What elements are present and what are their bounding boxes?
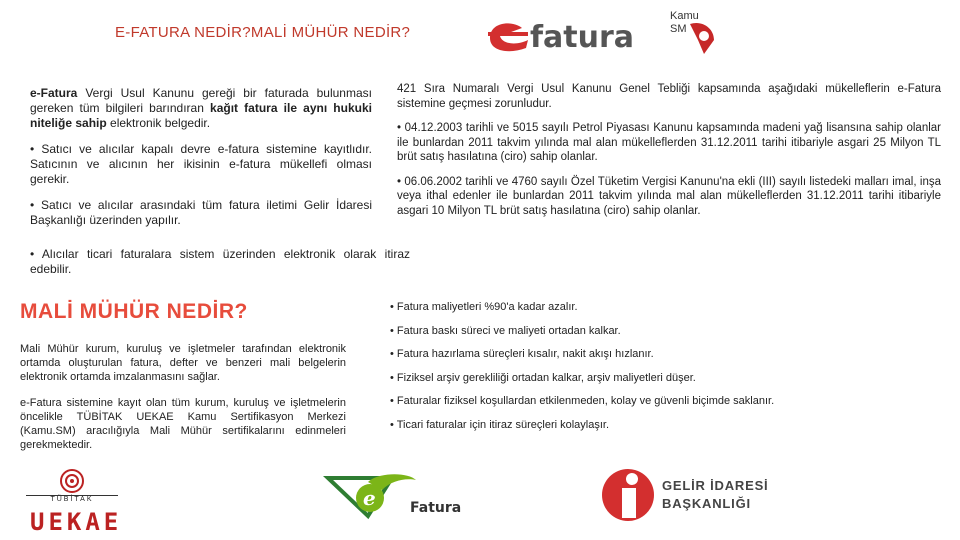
benefit-item: • Fiziksel arşiv gerekliliği ortadan kalkar, arşiv maliyetleri düşer.: [390, 371, 696, 384]
gib-logo: [598, 468, 788, 524]
obligation-intro: 421 Sıra Numaralı Vergi Usul Kanunu Genel Tebliği kapsamında aşağıdaki mükelleflerin e-Fatura sistemine geçmesi zorunludur.: [397, 83, 941, 110]
efatura-definition-section: [30, 86, 372, 239]
tubitak-text: TÜBİTAK: [26, 495, 118, 503]
efatura-logo-text: fatura: [530, 20, 635, 55]
efatura-green-logo: [322, 470, 492, 524]
kamusm-line1: Kamu: [670, 10, 699, 22]
definition-lead: e-Fatura: [30, 86, 78, 100]
obligation-item-2: • 06.06.2002 tarihli ve 4760 sayılı Özel Tüketim Vergisi Kanunu'na ekli (III) sayılı listedeki malları imal, inşa veya ithal edenler ile bunlardan 2011 takvim yılında mal alan mükelleflerden 31.12.2011 tarihi itibariyle asgari 10 Milyon TL brüt satış hasılatına (ciro) sahip olanlar.: [397, 175, 941, 217]
svg-text:e: e: [363, 486, 376, 510]
definition-mid: Vergi Usul Kanunu gereği bir faturada bulunması gereken tüm bilgileri barındıran: [30, 86, 372, 115]
left-bullet-2: • Satıcı ve alıcılar arasındaki tüm fatura iletimi Gelir İdaresi Başkanlığı üzerinden yapılır.: [30, 198, 372, 227]
left-bullet-3: • Alıcılar ticari faturalara sistem üzerinden elektronik olarak itiraz edebilir.: [30, 247, 410, 276]
tubitak-uekae-logo: [22, 468, 122, 538]
gib-line1: GELİR İDARESİ: [662, 478, 769, 493]
efatura-logo: [486, 12, 638, 56]
obligation-section: [397, 82, 941, 228]
page-title: E-FATURA NEDİR?MALİ MÜHÜR NEDİR?: [115, 24, 411, 41]
mali-muhur-para-2: e-Fatura sistemine kayıt olan tüm kurum, kuruluş ve işletmelerin öncelikle TÜBİTAK UEKAE Kamu Sertifikasyon Merkezi (Kamu.SM) aracılığıyla Mali Mühür sertifikalarını edinmeleri gerekmektedir.: [20, 397, 346, 451]
left-bullet-1: • Satıcı ve alıcılar kapalı devre e-fatura sistemine kayıtlıdır. Satıcının ve alıcının her ikisinin e-fatura mükellefi olması gerekir.: [30, 142, 372, 186]
gib-line2: BAŞKANLIĞI: [662, 496, 751, 511]
definition-bold: kağıt fatura ile aynı hukuki niteliğe sahip: [30, 101, 372, 130]
tubitak-emblem-icon: [60, 468, 84, 494]
benefit-item: • Faturalar fiziksel koşullardan etkilenmeden, kolay ve güvenli biçimde saklanır.: [390, 395, 775, 407]
benefit-item: • Fatura baskı süreci ve maliyeti ortadan kalkar.: [390, 324, 621, 337]
kamusm-logo: [668, 10, 722, 60]
efatura-definition: [30, 86, 372, 131]
benefit-item: • Fatura maliyetleri %90'a kadar azalır.: [390, 301, 578, 313]
left-bullet-3-wrap: [30, 247, 410, 277]
gib-emblem-icon: [598, 468, 658, 522]
obligation-item-1: • 04.12.2003 tarihli ve 5015 sayılı Petrol Piyasası Kanunu kapsamında madeni yağ lisansına sahip olanlar ile bunlardan 2011 takvim yılında mal alan mükelleflerden 31.12.2011 tarihi itibariyle asgari 25 Milyon TL brüt satış hasılatına (ciro) sahip olanlar.: [397, 122, 941, 163]
mali-muhur-para-1: Mali Mühür kurum, kuruluş ve işletmeler tarafından elektronik ortamda oluşturulan fatura, defter ve benzeri mali belgelerin elektronik ortamda imzalanmasını sağlar.: [20, 343, 346, 383]
mali-muhur-title: MALİ MÜHÜR NEDİR?: [20, 300, 248, 323]
benefit-item: • Fatura hazırlama süreçleri kısalır, nakit akışı hızlanır.: [390, 348, 654, 360]
benefits-list: [390, 300, 910, 441]
kamusm-line2: SM: [670, 23, 687, 35]
mali-muhur-section: [20, 342, 346, 464]
efatura-green-text: Fatura: [410, 500, 462, 516]
uekae-text: UEKAE: [30, 508, 123, 536]
definition-tail: elektronik belgedir.: [106, 116, 211, 130]
benefit-item: • Ticari faturalar için itiraz süreçleri kolaylaşır.: [390, 418, 610, 431]
